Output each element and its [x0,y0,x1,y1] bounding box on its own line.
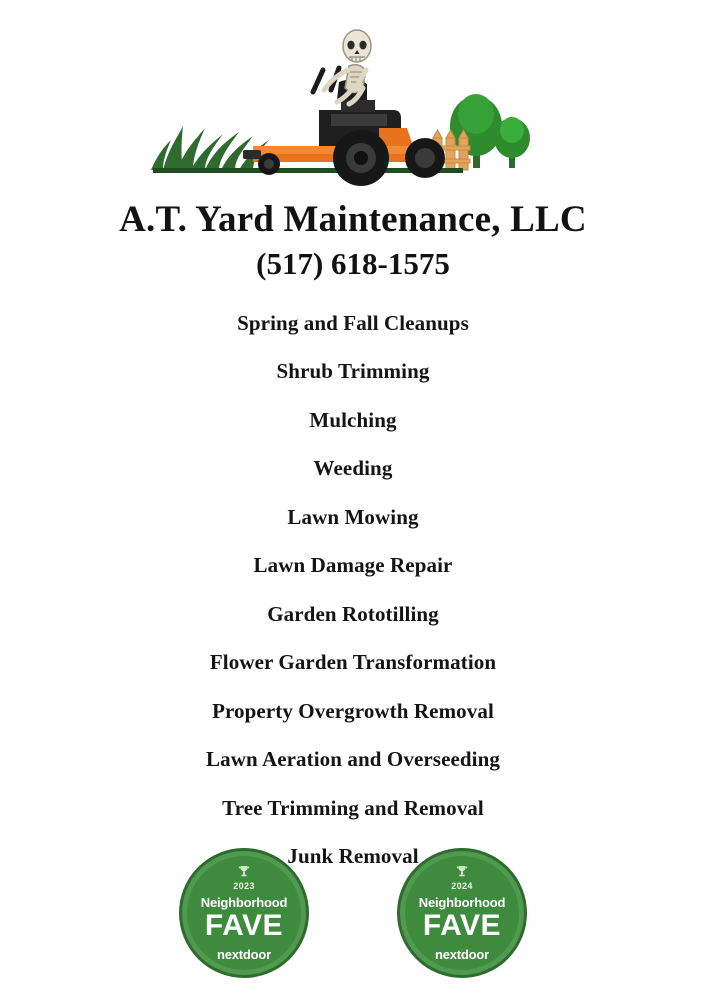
service-item: Junk Removal [287,844,419,869]
nextdoor-wordmark: nextdoor [434,947,489,963]
trophy-icon [454,864,470,880]
service-item: Mulching [309,407,397,432]
tree-icon-small [494,117,530,168]
service-item: Garden Rototilling [267,601,439,626]
grass-icon [151,126,269,170]
nextdoor-neighborhood-fave-badge-2023 [179,848,309,978]
phone-number: (517) 618-1575 [256,245,450,281]
service-item: Lawn Mowing [287,504,419,529]
service-item: Lawn Aeration and Overseeding [206,747,500,772]
badge-fave-label: FAVE [204,908,284,942]
trophy-icon [236,864,252,880]
award-badges [0,848,706,978]
badge-year: 2023 [233,880,255,891]
zero-turn-mower [243,68,445,186]
service-item: Property Overgrowth Removal [212,698,494,723]
service-item: Spring and Fall Cleanups [237,310,469,335]
company-name: A.T. Yard Maintenance, LLC [119,199,587,240]
services-list [0,311,706,893]
tree-icon-large [450,94,502,168]
nextdoor-neighborhood-fave-badge-2024 [397,848,527,978]
badge-year: 2024 [451,880,473,891]
service-item: Weeding [313,456,393,481]
service-item: Tree Trimming and Removal [222,795,484,820]
badge-fave-label: FAVE [422,908,502,942]
skeleton-on-zero-turn-mower-logo [143,18,563,188]
service-item: Flower Garden Transformation [209,650,497,675]
service-item: Lawn Damage Repair [253,553,453,578]
badge-neighborhood-label: Neighborhood [418,894,506,910]
nextdoor-wordmark: nextdoor [216,947,271,963]
badge-neighborhood-label: Neighborhood [200,894,288,910]
service-item: Shrub Trimming [276,359,430,384]
